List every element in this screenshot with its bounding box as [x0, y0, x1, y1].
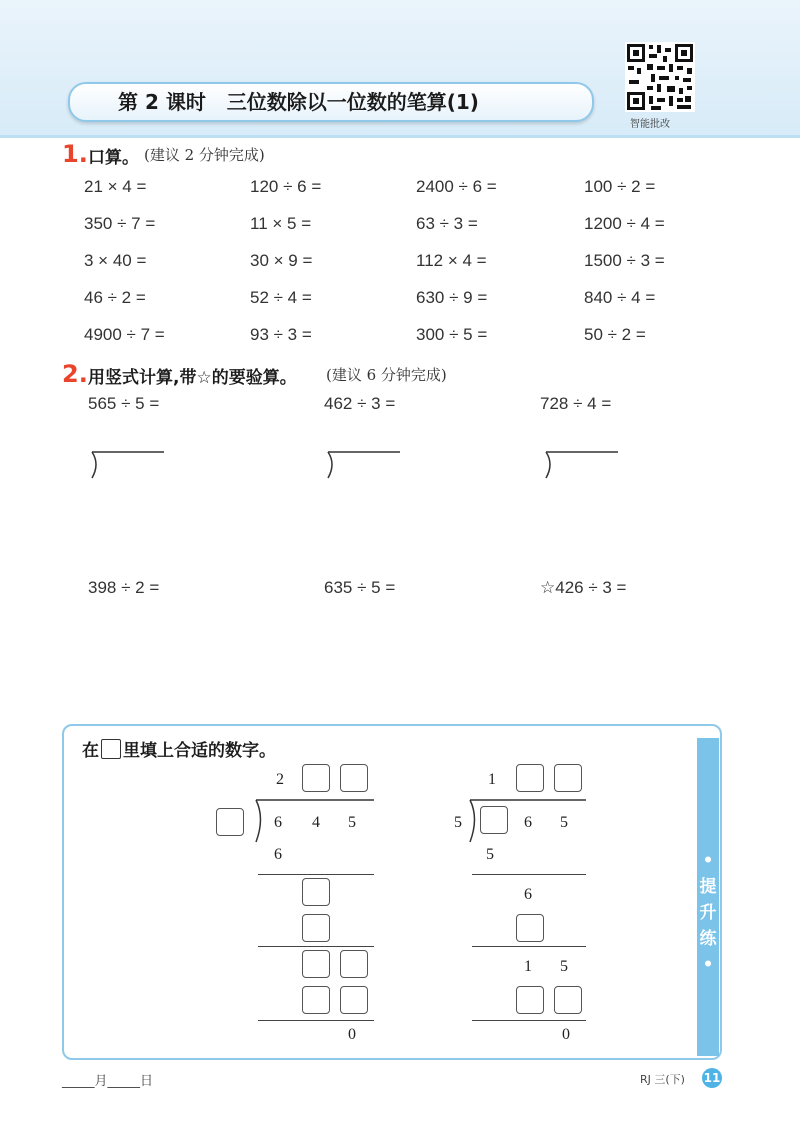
- answer-box[interactable]: [302, 878, 330, 906]
- quotient-digit: 2: [276, 771, 284, 788]
- divisor-box[interactable]: [216, 808, 244, 836]
- oral-problem: 3 × 40 =: [84, 251, 147, 270]
- section-1-title: 口算。: [88, 148, 139, 168]
- subtraction-line: [472, 874, 586, 875]
- oral-problem: 630 ÷ 9 =: [416, 288, 488, 307]
- enhancement-panel: [62, 724, 722, 1060]
- dividend-digit: 5: [348, 814, 356, 831]
- remainder-digit: 6: [524, 886, 532, 903]
- subtraction-line: [258, 946, 374, 947]
- oral-problem: 300 ÷ 5 =: [416, 325, 488, 344]
- lesson-title: 三位数除以一位数的笔算(1): [226, 90, 479, 114]
- subtraction-line: [258, 874, 374, 875]
- oral-problem: 2400 ÷ 6 =: [416, 177, 497, 196]
- vertical-problem: 728 ÷ 4 =: [540, 394, 612, 413]
- blank-box-icon: [101, 739, 121, 759]
- division-bracket-icon: [86, 446, 166, 486]
- oral-problem: 120 ÷ 6 =: [250, 177, 322, 196]
- page-number: 11: [702, 1068, 722, 1088]
- oral-problem: 93 ÷ 3 =: [250, 325, 312, 344]
- answer-box[interactable]: [302, 986, 330, 1014]
- division-bracket-icon: [322, 446, 402, 486]
- dividend-digit: 4: [312, 814, 320, 831]
- remainder-digit: 1: [524, 958, 532, 975]
- oral-problem: 30 × 9 =: [250, 251, 313, 270]
- date-line: _____月_____日: [62, 1074, 154, 1089]
- answer-box[interactable]: [516, 986, 544, 1014]
- subtrahend-digit: 6: [274, 846, 282, 863]
- side-tab-label: •提升练•: [699, 851, 717, 975]
- answer-box[interactable]: [554, 986, 582, 1014]
- remainder-digit: 0: [562, 1026, 570, 1043]
- answer-box[interactable]: [516, 764, 544, 792]
- divisor-digit: 5: [454, 814, 462, 831]
- dividend-digit: 6: [274, 814, 282, 831]
- oral-problem: 21 × 4 =: [84, 177, 147, 196]
- answer-box[interactable]: [302, 764, 330, 792]
- lesson-label: 第 2 课时: [118, 90, 206, 114]
- answer-box[interactable]: [554, 764, 582, 792]
- dividend-digit: 5: [560, 814, 568, 831]
- answer-box[interactable]: [340, 764, 368, 792]
- oral-problem: 63 ÷ 3 =: [416, 214, 478, 233]
- subtrahend-digit: 5: [486, 846, 494, 863]
- vertical-problem: 635 ÷ 5 =: [324, 578, 396, 597]
- oral-problem: 46 ÷ 2 =: [84, 288, 146, 307]
- book-label: RJ 三(下): [640, 1073, 685, 1086]
- section-2-suggest: (建议 6 分钟完成): [326, 366, 447, 384]
- subtraction-line: [258, 1020, 374, 1021]
- panel-title-pre: 在: [82, 741, 99, 761]
- section-2-number: 2.: [62, 360, 88, 388]
- panel-title: [82, 736, 276, 761]
- oral-problem: 4900 ÷ 7 =: [84, 325, 165, 344]
- answer-box[interactable]: [302, 950, 330, 978]
- answer-box[interactable]: [480, 806, 508, 834]
- oral-problem: 50 ÷ 2 =: [584, 325, 646, 344]
- section-2-title: 用竖式计算,带☆的要验算。: [88, 368, 297, 388]
- oral-problem: 1200 ÷ 4 =: [584, 214, 665, 233]
- oral-problem: 100 ÷ 2 =: [584, 177, 656, 196]
- section-1-suggest: (建议 2 分钟完成): [144, 146, 265, 164]
- oral-problem: 1500 ÷ 3 =: [584, 251, 665, 270]
- subtraction-line: [472, 1020, 586, 1021]
- remainder-digit: 5: [560, 958, 568, 975]
- answer-box[interactable]: [340, 950, 368, 978]
- oral-problem: 112 × 4 =: [416, 251, 487, 270]
- vertical-problem: 462 ÷ 3 =: [324, 394, 396, 413]
- qr-label: 智能批改: [630, 119, 670, 130]
- qr-code-icon[interactable]: [625, 42, 695, 112]
- quotient-digit: 1: [488, 771, 496, 788]
- vertical-problem: ☆426 ÷ 3 =: [540, 578, 627, 597]
- answer-box[interactable]: [516, 914, 544, 942]
- subtraction-line: [472, 946, 586, 947]
- page-title: [118, 86, 479, 115]
- vertical-problem: 398 ÷ 2 =: [88, 578, 160, 597]
- panel-title-post: 里填上合适的数字。: [123, 741, 276, 761]
- vertical-problem: 565 ÷ 5 =: [88, 394, 160, 413]
- section-1-number: 1.: [62, 140, 88, 168]
- oral-problem: 11 × 5 =: [250, 214, 312, 233]
- oral-problem: 350 ÷ 7 =: [84, 214, 156, 233]
- division-bracket-icon: [540, 446, 620, 486]
- answer-box[interactable]: [302, 914, 330, 942]
- oral-problem: 840 ÷ 4 =: [584, 288, 656, 307]
- remainder-digit: 0: [348, 1026, 356, 1043]
- answer-box[interactable]: [340, 986, 368, 1014]
- oral-problem: 52 ÷ 4 =: [250, 288, 312, 307]
- dividend-digit: 6: [524, 814, 532, 831]
